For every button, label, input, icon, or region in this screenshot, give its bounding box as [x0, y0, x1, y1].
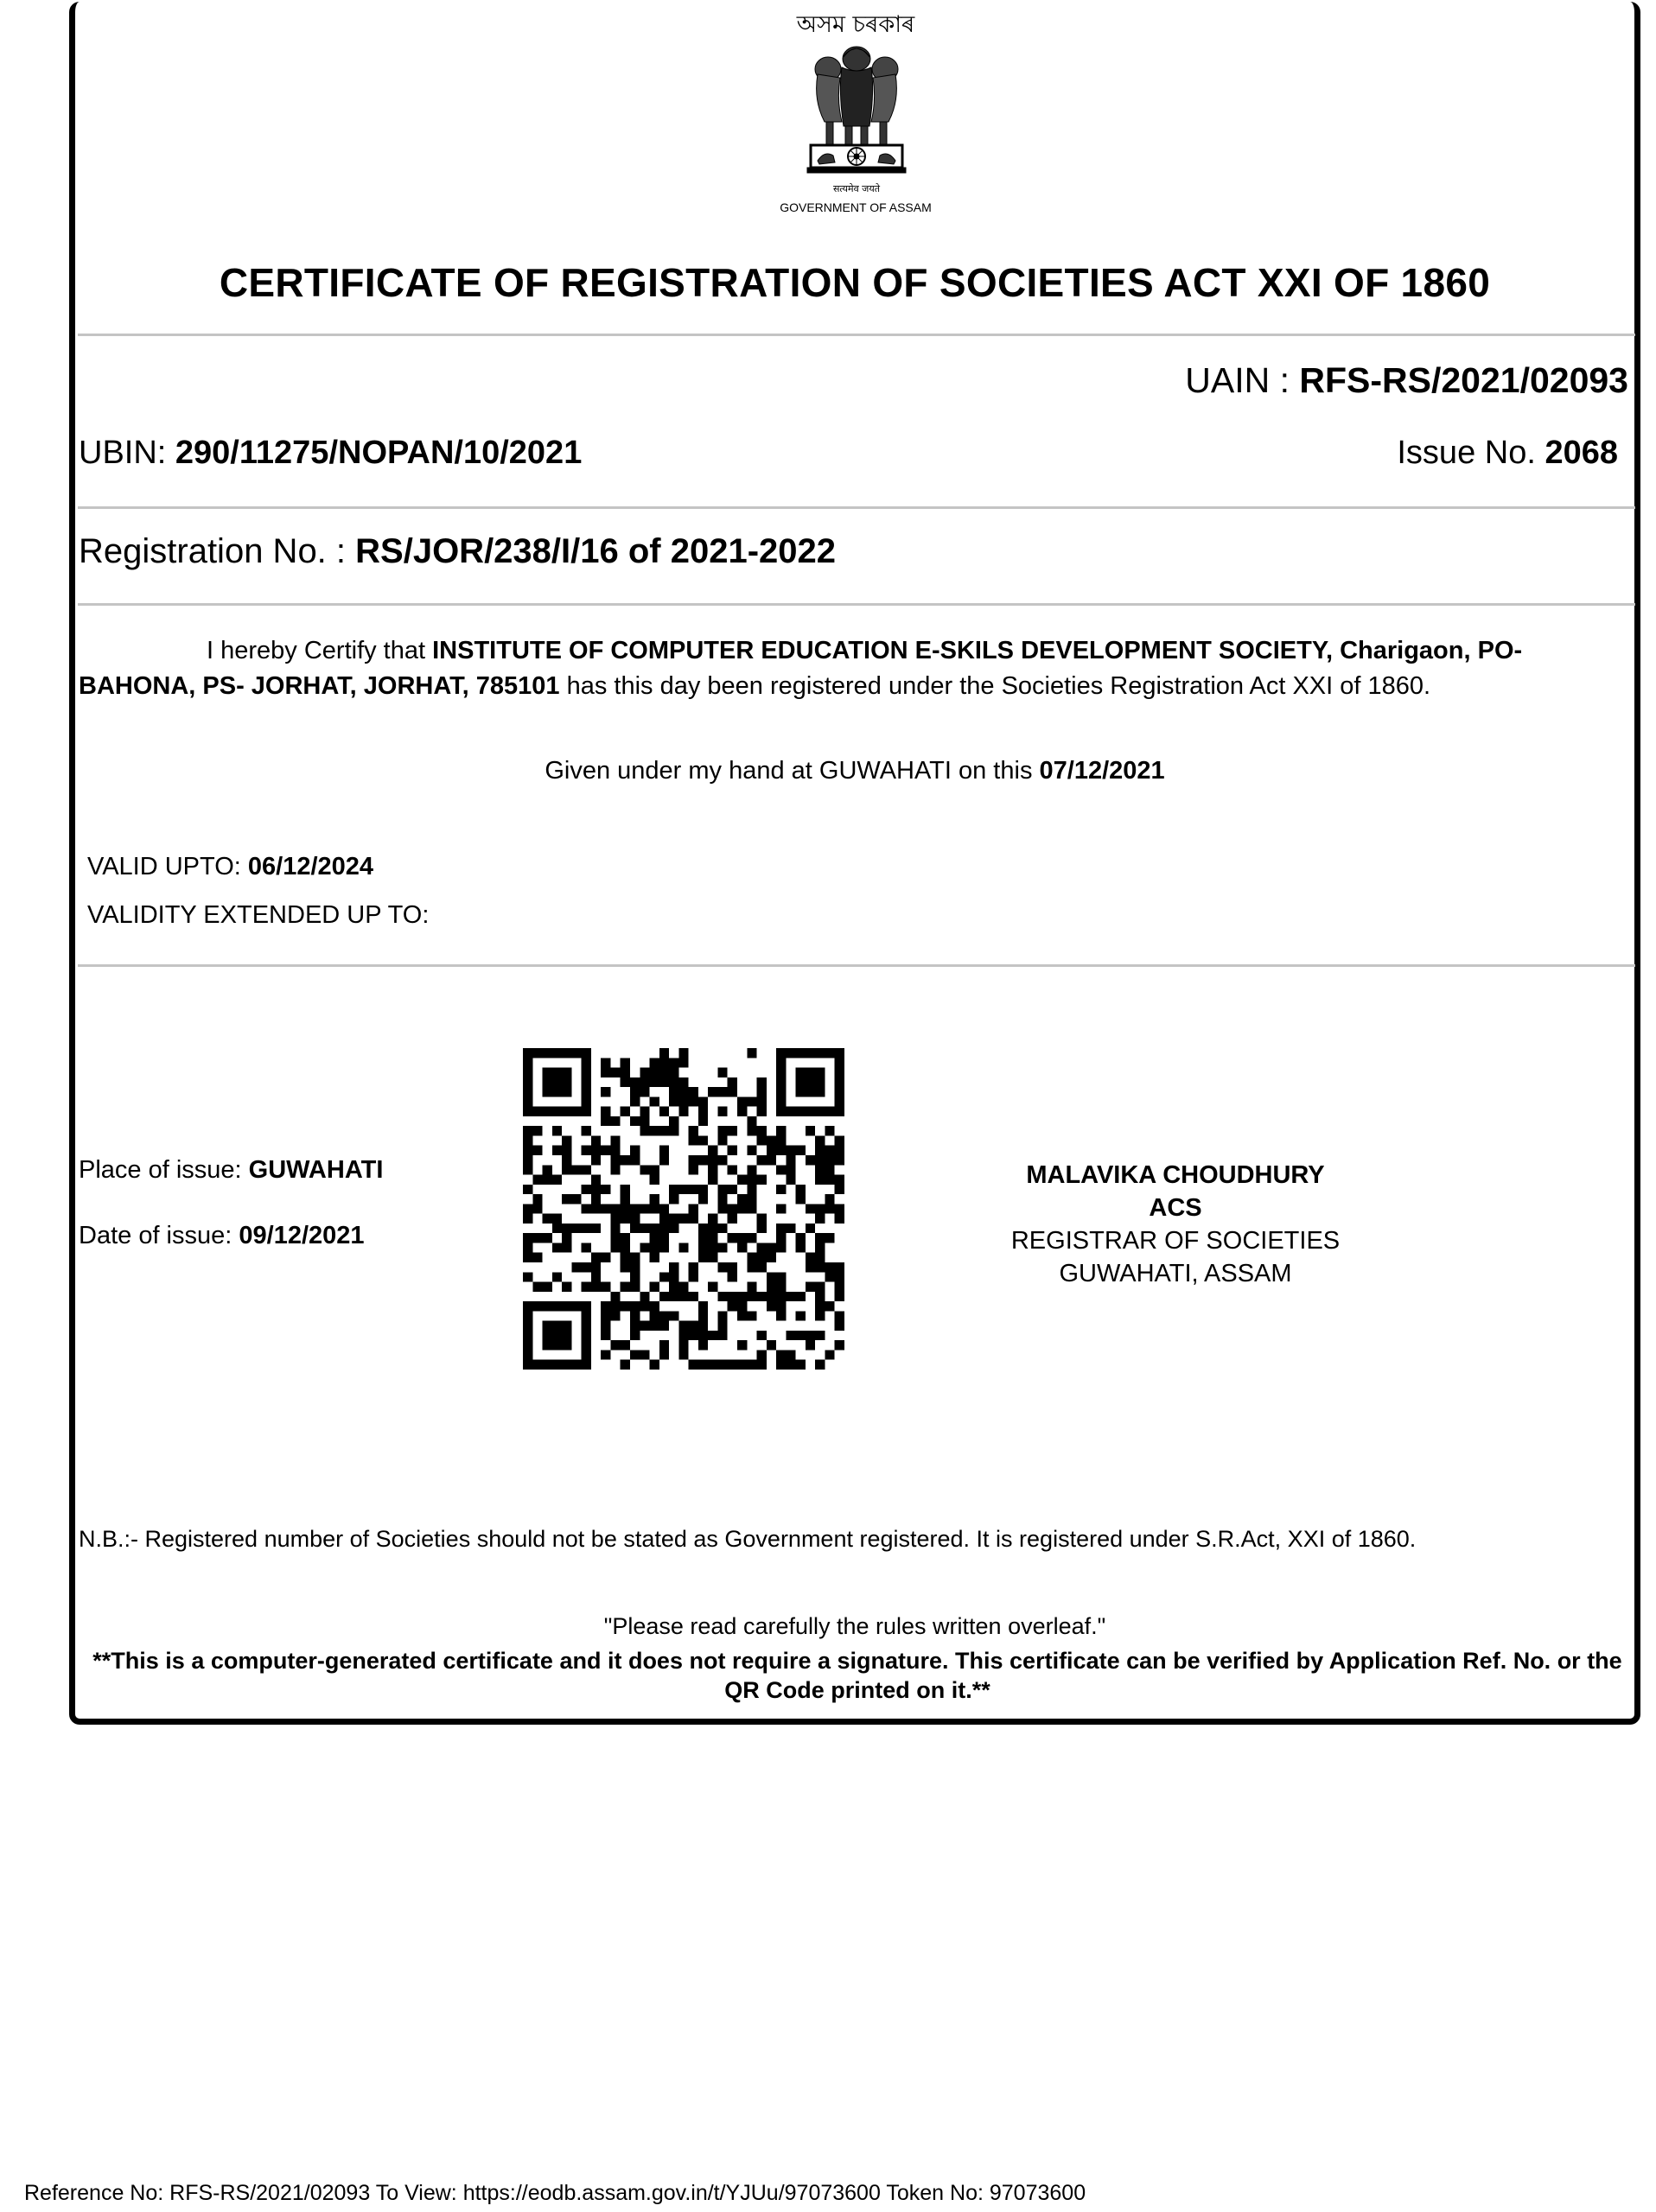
qr-code[interactable]: [523, 1048, 844, 1370]
nb-note: N.B.:- Registered number of Societies should not be stated as Government registered. It is registered under S.R.Act, XXI of 1860.: [79, 1526, 1417, 1552]
certify-suffix: has this day been registered under the Societies Registration Act XXI of 1860.: [559, 672, 1431, 700]
society-name: INSTITUTE OF COMPUTER EDUCATION E-SKILS DEVELOPMENT SOCIETY, Charigaon, PO-BAHONA, PS- JORHAT, JORHAT, 785101: [79, 637, 1523, 700]
footer-reference: Reference No: RFS-RS/2021/02093 To View: https://eodb.assam.gov.in/t/YJUu/97073600 Token No: 97073600: [24, 2181, 1086, 2205]
page-title: CERTIFICATE OF REGISTRATION OF SOCIETIES ACT XXI OF 1860: [219, 260, 1491, 305]
issue-value: 2068: [1545, 435, 1618, 471]
signer-location: GUWAHATI, ASSAM: [1059, 1260, 1292, 1287]
place-of-issue-line: [79, 1156, 383, 1185]
validity-extended-label: VALIDITY EXTENDED UP TO:: [87, 901, 430, 929]
place-label: Place of issue:: [79, 1156, 249, 1184]
signer-name: MALAVIKA CHOUDHURY ACS: [1026, 1161, 1325, 1222]
date-of-issue-line: [79, 1222, 365, 1250]
divider: [78, 506, 1635, 509]
ubin-line: [79, 435, 582, 472]
given-line: [69, 757, 1640, 785]
ubin-label: UBIN:: [79, 435, 175, 471]
registration-label: Registration No. :: [79, 532, 356, 570]
certify-prefix: I hereby Certify that: [207, 637, 433, 664]
emblem-motto: सत्यमेव जयते: [832, 183, 881, 194]
place-value: GUWAHATI: [248, 1156, 384, 1184]
valid-label: VALID UPTO:: [87, 853, 248, 880]
date-label: Date of issue:: [79, 1222, 239, 1249]
registration-line: [79, 532, 836, 571]
national-emblem-icon: [792, 40, 921, 204]
uain-line: [1185, 360, 1628, 401]
signer-designation: REGISTRAR OF SOCIETIES: [1010, 1227, 1341, 1255]
please-read-note: "Please read carefully the rules written overleaf.": [603, 1613, 1106, 1639]
computer-generated-note: **This is a computer-generated certificate and it does not require a signature. This certificate can be verified by Application Ref. No. or the QR Code printed on it.**: [92, 1648, 1622, 1703]
given-date: 07/12/2021: [1039, 757, 1165, 785]
date-value: 09/12/2021: [239, 1222, 365, 1249]
valid-date: 06/12/2024: [247, 853, 374, 880]
divider: [78, 964, 1635, 967]
uain-value: RFS-RS/2021/02093: [1299, 360, 1628, 400]
ubin-value: 290/11275/NOPAN/10/2021: [175, 435, 583, 471]
assamese-government-title: অসম চৰকাৰ: [796, 11, 915, 38]
issue-line: [1397, 435, 1618, 472]
registration-value: RS/JOR/238/I/16 of 2021-2022: [355, 532, 837, 570]
given-label: Given under my hand at GUWAHATI on this: [545, 757, 1040, 785]
uain-label: UAIN :: [1185, 360, 1300, 400]
certification-paragraph: [79, 633, 1630, 704]
signatory-block: [1003, 1159, 1348, 1290]
valid-upto-line: [87, 853, 373, 881]
government-of-assam-label: GOVERNMENT OF ASSAM: [780, 200, 932, 214]
divider: [78, 334, 1635, 336]
issue-label: Issue No.: [1397, 435, 1545, 471]
divider: [78, 603, 1635, 606]
